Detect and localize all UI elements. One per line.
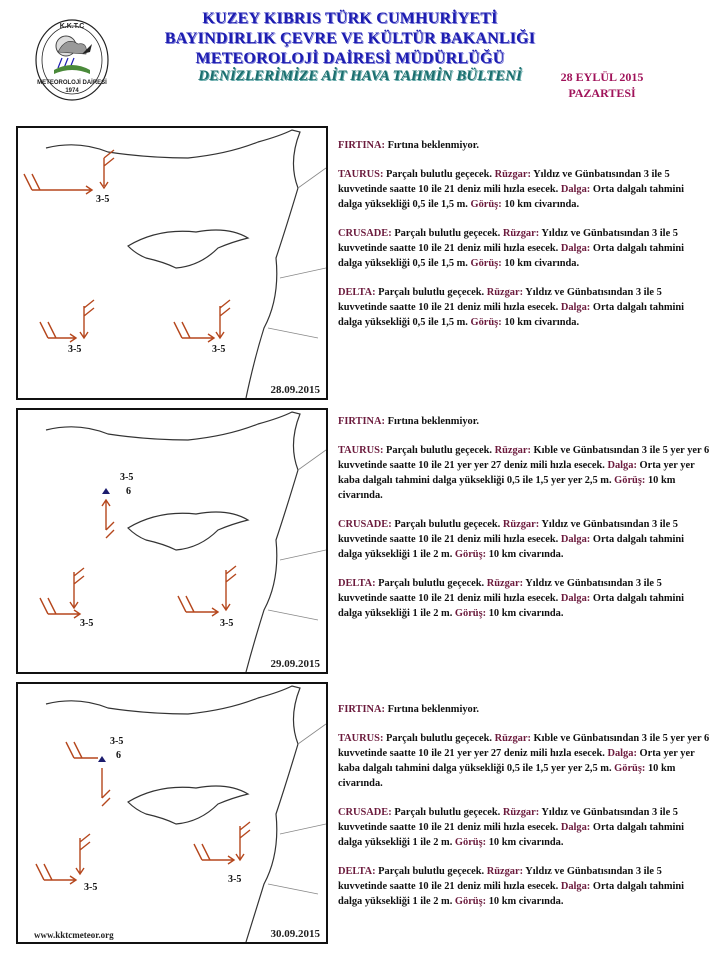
- map-date: 29.09.2015: [270, 658, 320, 670]
- wave-label-delta: 3-5: [228, 874, 242, 885]
- taurus-forecast: TAURUS: Parçalı bulutlu geçecek. Rüzgar: Kıble ve Günbatısından 3 ile 5 yer yer 6 kuvvetinde saatte 10 ile 21 yer yer 27 deniz mili hızla esecek. Dalga: Orta yer yer kaba dalgalı tahmini dalga yüksekliği 0,5 ile 1,5 yer yer 2,5 m. Görüş: 10 km civarında.: [338, 445, 710, 501]
- website-link[interactable]: www.kktcmeteor.org: [34, 930, 114, 940]
- storm-label: FIRTINA:: [338, 140, 385, 151]
- wave-label-delta: 3-5: [212, 344, 226, 355]
- bulletin-day: PAZARTESİ: [568, 86, 636, 100]
- wave-label-delta: 3-5: [220, 618, 234, 629]
- map-date: 28.09.2015: [270, 384, 320, 396]
- wave-label-crusade: 3-5: [84, 882, 98, 893]
- wave-label-crusade: 3-5: [80, 618, 94, 629]
- wave-label-taurus: 3-5: [110, 736, 124, 747]
- bulletin-date: 28 EYLÜL 2015: [560, 70, 644, 84]
- wave-label-taurus: 3-5: [120, 472, 134, 483]
- taurus-forecast: TAURUS: Parçalı bulutlu geçecek. Rüzgar: Kıble ve Günbatısından 3 ile 5 yer yer 6 kuvvetinde saatte 10 ile 21 yer yer 27 deniz mili hızla esecek. Dalga: Orta yer yer kaba dalgalı tahmini dalga yüksekliği 0,5 ile 1,5 yer yer 2,5 m. Görüş: 10 km civarında.: [338, 733, 710, 789]
- forecast-day3: [338, 702, 710, 923]
- sea-map-day2: [18, 410, 326, 672]
- logo-year-text: 1974: [65, 88, 79, 94]
- forecast-day1: [338, 138, 710, 344]
- forecast-day2: [338, 414, 710, 635]
- storm-line: [338, 138, 710, 153]
- map-panel-day3: [16, 682, 328, 944]
- header-line-2: BAYINDIRLIK ÇEVRE VE KÜLTÜR BAKANLIĞI: [164, 30, 536, 47]
- map-panel-day2: [16, 408, 328, 674]
- storm-line: FIRTINA: Fırtına beklenmiyor.: [338, 416, 479, 427]
- wave-label-taurus-gust: 6: [126, 486, 131, 497]
- bulletin-title: DENİZLERİMİZE AİT HAVA TAHMİN BÜLTENİ: [198, 68, 522, 84]
- storm-text: Fırtına beklenmiyor.: [387, 140, 479, 151]
- meteorology-logo: [32, 14, 112, 102]
- logo-top-text: K.K.T.C: [59, 23, 85, 30]
- header-line-1: KUZEY KIBRIS TÜRK CUMHURİYETİ: [202, 10, 498, 27]
- delta-forecast: DELTA: Parçalı bulutlu geçecek. Rüzgar: Yıldız ve Günbatısından 3 ile 5 kuvvetinde saatte 10 ile 21 deniz mili hızla esecek. Dalga: Orta dalgalı tahmini dalga yüksekliği 1 ile 2 m. Görüş: 10 km civarında.: [338, 578, 685, 619]
- wave-label-taurus-gust: 6: [116, 750, 121, 761]
- sea-map-day1: [18, 128, 326, 398]
- storm-line: FIRTINA: Fırtına beklenmiyor.: [338, 704, 479, 715]
- wave-label-crusade: 3-5: [68, 344, 82, 355]
- map-panel-day1: [16, 126, 328, 400]
- header-line-3: METEOROLOJİ DAİRESİ MÜDÜRLÜĞÜ: [195, 50, 505, 67]
- crusade-forecast: CRUSADE: Parçalı bulutlu geçecek. Rüzgar: Yıldız ve Günbatısından 3 ile 5 kuvvetinde saatte 10 ile 21 deniz mili hızla esecek. Dalga: Orta dalgalı tahmini dalga yüksekliği 0,5 ile 1,5 m. Görüş: 10 km civarında.: [338, 228, 685, 269]
- crusade-forecast: CRUSADE: Parçalı bulutlu geçecek. Rüzgar: Yıldız ve Günbatısından 3 ile 5 kuvvetinde saatte 10 ile 21 deniz mili hızla esecek. Dalga: Orta dalgalı tahmini dalga yüksekliği 1 ile 2 m. Görüş: 10 km civarında.: [338, 519, 685, 560]
- sea-map-day3: [18, 684, 326, 942]
- wave-label-taurus: 3-5: [96, 194, 110, 205]
- delta-forecast: DELTA: Parçalı bulutlu geçecek. Rüzgar: Yıldız ve Günbatısından 3 ile 5 kuvvetinde saatte 10 ile 21 deniz mili hızla esecek. Dalga: Orta dalgalı tahmini dalga yüksekliği 0,5 ile 1,5 m. Görüş: 10 km civarında.: [338, 287, 685, 328]
- taurus-forecast: TAURUS: Parçalı bulutlu geçecek. Rüzgar: Yıldız ve Günbatısından 3 ile 5 kuvvetinde saatte 10 ile 21 deniz mili hızla esecek. Dalga: Orta dalgalı tahmini dalga yüksekliği 0,5 ile 1,5 m. Görüş: 10 km civarında.: [338, 169, 685, 210]
- delta-forecast: DELTA: Parçalı bulutlu geçecek. Rüzgar: Yıldız ve Günbatısından 3 ile 5 kuvvetinde saatte 10 ile 21 deniz mili hızla esecek. Dalga: Orta dalgalı tahmini dalga yüksekliği 1 ile 2 m. Görüş: 10 km civarında.: [338, 866, 685, 907]
- logo-ring-text: METEOROLOJİ DAİRESİ: [37, 80, 107, 86]
- crusade-forecast: CRUSADE: Parçalı bulutlu geçecek. Rüzgar: Yıldız ve Günbatısından 3 ile 5 kuvvetinde saatte 10 ile 21 deniz mili hızla esecek. Dalga: Orta dalgalı tahmini dalga yüksekliği 1 ile 2 m. Görüş: 10 km civarında.: [338, 807, 685, 848]
- map-date: 30.09.2015: [270, 928, 320, 940]
